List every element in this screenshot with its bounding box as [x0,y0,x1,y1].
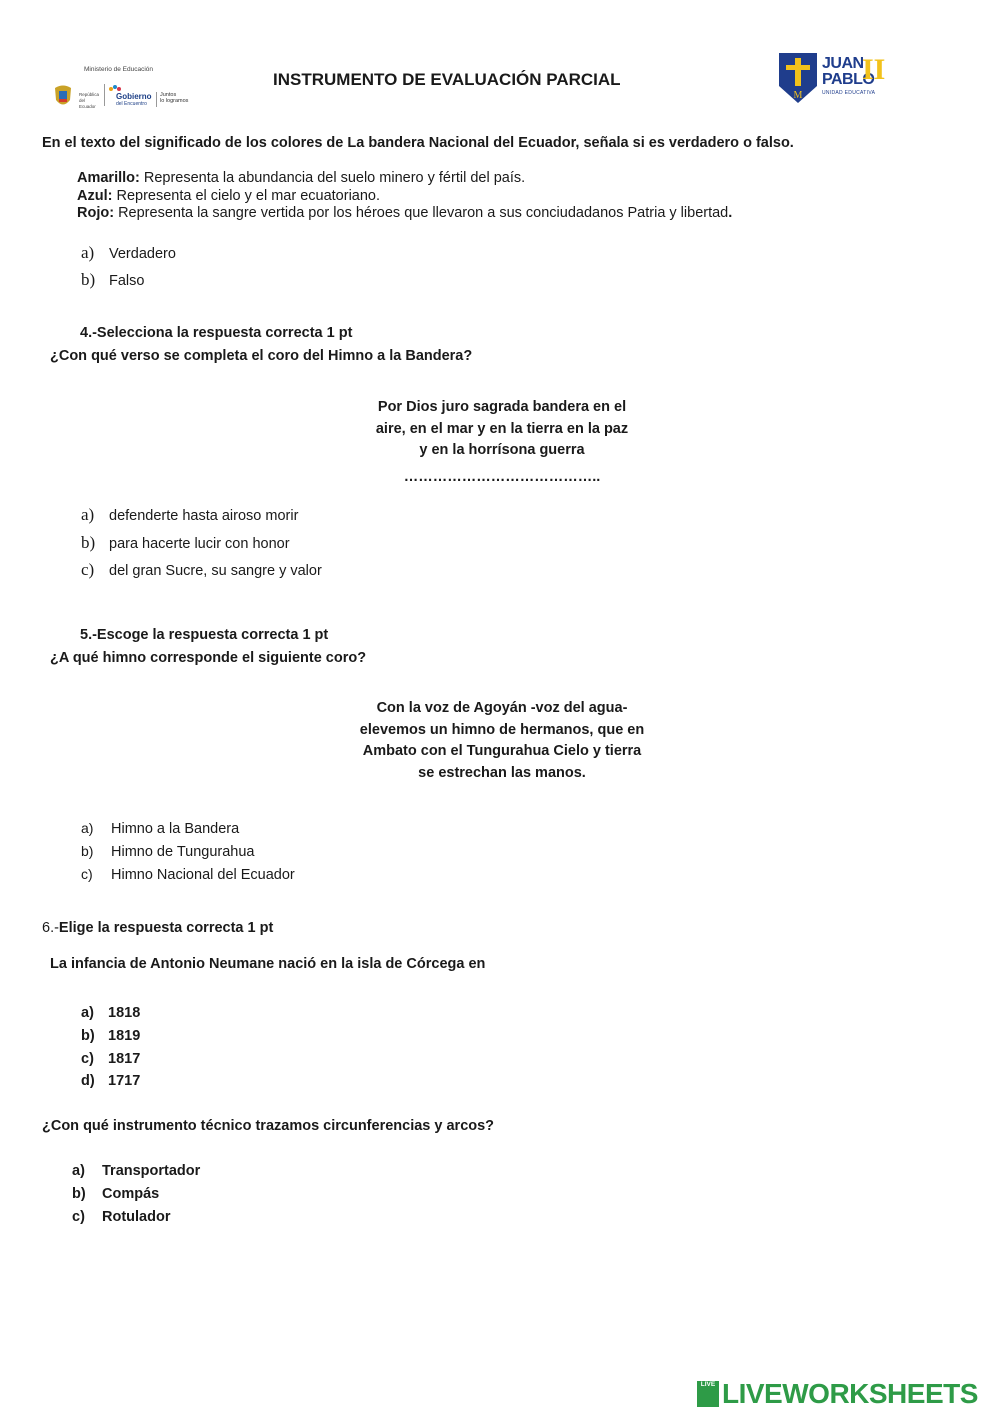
option-4a[interactable] [81,505,298,525]
option-falso[interactable] [81,270,144,290]
option-text: Transportador [102,1163,201,1179]
gobierno-tagline-1: Juntos [160,92,177,98]
verse-line: Ambato con el Tungurahua Cielo y tierra [362,743,642,759]
option-text: 1717 [108,1073,141,1089]
option-letter: b) [81,843,94,859]
flag-color-text: Representa el cielo y el mar ecuatoriano. [112,187,381,204]
question-4-text: ¿Con qué verso se completa el coro del Himno a la Bandera? [50,348,473,364]
flag-color-end: . [728,205,733,221]
option-text: Himno a la Bandera [111,821,240,837]
gobierno-tagline [160,92,188,104]
verse-line: Con la voz de Agoyán -voz del agua- [376,700,628,716]
option-6d[interactable] [81,1073,140,1089]
question-6-heading-text: Elige la respuesta correcta 1 pt [58,920,274,936]
flag-colors-text [77,170,732,223]
school-name-line-1: JUAN [822,55,864,72]
option-text: Rotulador [102,1209,171,1225]
question-6-heading [42,920,273,936]
flag-color-label: Amarillo: [77,170,140,186]
option-text: Compás [102,1186,160,1202]
gobierno-title: Gobierno [116,92,152,101]
ministry-label: Ministerio de Educación [84,66,154,73]
flag-color-blue [77,188,732,206]
option-6b[interactable] [81,1028,140,1044]
option-letter: c) [81,560,95,579]
option-7a[interactable] [72,1163,200,1179]
school-name-line-2: PABLO [822,71,875,88]
gobierno-subtitle: del Encuentro [116,101,147,107]
question-6-number: 6.- [42,920,59,936]
republic-label: República del Ecuador [79,92,100,109]
question-4-heading: 4.-Selecciona la respuesta correcta 1 pt [80,325,353,341]
flag-color-label: Azul: [77,187,113,204]
question-6-text: La infancia de Antonio Neumane nació en la isla de Córcega en [50,956,486,972]
option-letter: a) [81,505,95,524]
school-shield-icon [778,52,818,104]
question-5-text: ¿A qué himno corresponde el siguiente coro? [50,650,367,666]
verse-line: aire, en el mar y en la tierra en la paz [375,420,629,437]
option-letter: b) [81,1028,95,1044]
option-6a[interactable] [81,1005,140,1021]
flag-color-text: Representa la sangre vertida por los héroes que llevaron a sus conciudadanos Patria y libertad [114,205,729,221]
header-divider [104,84,105,106]
gobierno-divider [156,92,157,107]
liveworksheets-brand: LIVEWORKSHEETS [722,1378,978,1409]
option-text: del gran Sucre, su sangre y valor [109,563,322,579]
option-letter: a) [81,820,94,836]
option-verdadero[interactable] [81,243,176,263]
option-text: Himno Nacional del Ecuador [111,867,295,883]
question-4-verse [302,397,702,488]
option-6c[interactable] [81,1051,140,1067]
school-roman-numeral: II [862,53,886,86]
option-letter: d) [81,1073,95,1089]
option-text: 1818 [108,1005,141,1021]
verse-line: y en la horrísona guerra [419,442,585,458]
verse-line: Por Dios juro sagrada bandera en el [377,399,627,415]
option-letter: b) [72,1186,86,1202]
option-letter: c) [72,1209,85,1225]
option-4c[interactable] [81,560,322,580]
option-text: 1819 [108,1028,141,1044]
option-text: Falso [109,273,145,289]
option-5c[interactable] [81,866,295,883]
option-7b[interactable] [72,1186,159,1202]
option-letter: a) [72,1163,85,1179]
coat-of-arms-icon [52,84,74,110]
option-letter: c) [81,1051,94,1067]
option-5b[interactable] [81,843,255,860]
option-4b[interactable] [81,533,290,553]
option-letter: b) [81,533,96,552]
verse-line: elevemos un himno de hermanos, que en [359,721,645,738]
option-text: defenderte hasta airoso morir [109,508,299,524]
option-5a[interactable] [81,820,239,837]
question-flag-prompt: En el texto del significado de los colores de La bandera Nacional del Ecuador, señala si es verdadero o falso. [42,135,794,151]
flag-color-yellow [77,170,732,188]
verse-line: se estrechan las manos. [418,764,586,781]
option-letter: b) [81,270,96,289]
flag-color-label: Rojo: [77,205,115,221]
verse-blank-line: ………………………………….. [403,468,601,485]
question-5-verse [302,698,702,784]
option-text: Himno de Tungurahua [111,844,255,860]
option-text: Verdadero [109,246,176,262]
flag-color-red [77,205,732,223]
question-5-heading: 5.-Escoge la respuesta correcta 1 pt [80,627,329,643]
flag-color-text: Representa la abundancia del suelo minero y fértil del país. [139,170,526,186]
option-7c[interactable] [72,1209,170,1225]
liveworksheets-badge-icon: LIVE [697,1381,719,1407]
school-subtitle: UNIDAD EDUCATIVA [822,90,876,96]
option-letter: c) [81,866,93,882]
option-text: para hacerte lucir con honor [109,536,290,552]
question-7-text: ¿Con qué instrumento técnico trazamos circunferencias y arcos? [42,1118,495,1134]
option-letter: a) [81,1005,94,1021]
school-monogram: M [793,90,803,101]
option-text: 1817 [108,1051,141,1067]
option-letter: a) [81,243,95,262]
gobierno-tagline-2: lo logramos [160,98,189,104]
page-title: INSTRUMENTO DE EVALUACIÓN PARCIAL [273,70,621,89]
